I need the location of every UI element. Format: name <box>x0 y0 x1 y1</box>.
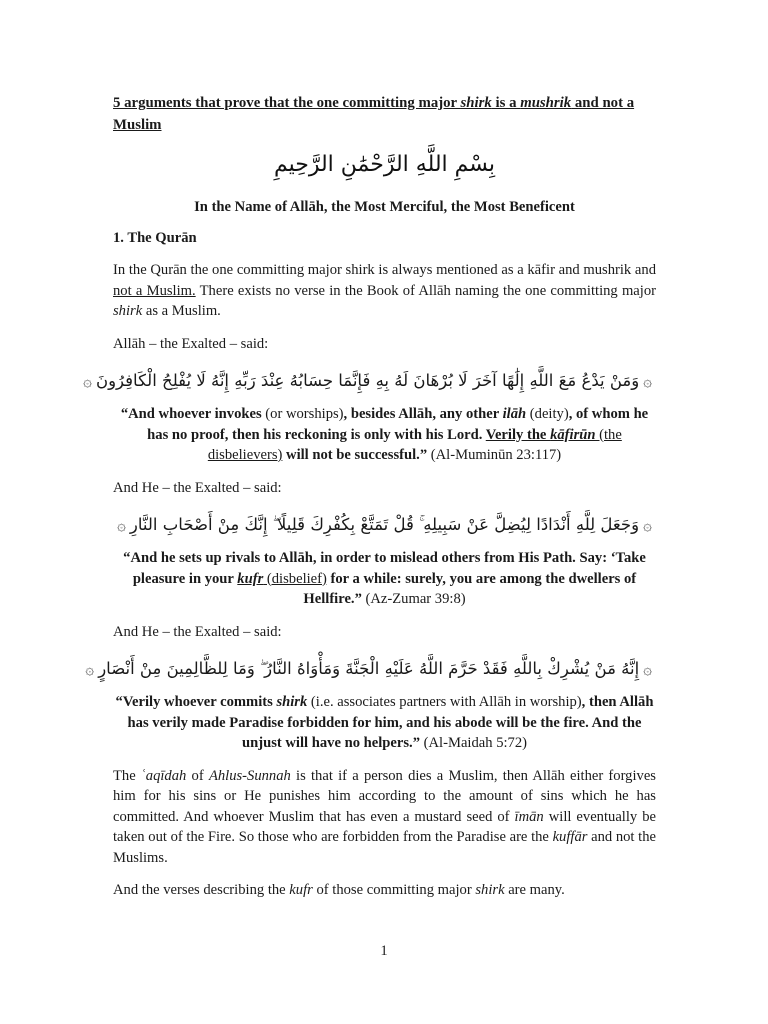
basmala-translation: In the Name of Allāh, the Most Merciful, the Most Beneficent <box>194 199 575 215</box>
verse-intro-2: And He – the Exalted – said: <box>113 479 282 496</box>
verse-arabic-1: ۞وَمَنْ يَدْعُ مَعَ اللَّهِ إِلَٰهًا آخَرَ لَا بُرْهَانَ لَهُ بِهِ فَإِنَّمَا حِسَابُهُ عِنْدَ رَبِّهِ إِنَّهُ لَا يُفْلِحُ الْكَافِرُونَ۞ <box>113 368 656 394</box>
aqidah-paragraph: The ʿaqīdah of Ahlus-Sunnah is that if a person dies a Muslim, then Allāh either forgives him for his sins or He punishes him according to the amount of sins which he has committed. And whoever Muslim that has even a mustard seed of īmān will eventually be taken out of the Fire. So those who are forbidden from the Paradise are the kuffār and not the Muslims. <box>113 767 656 866</box>
page-number: 1 <box>380 943 388 959</box>
page-content <box>83 92 656 901</box>
section-heading: 1. The Qurān <box>113 229 197 246</box>
verse-translation-1: “And whoever invokes (or worships), besides Allāh, any other ilāh (deity), of whom he has no proof, then his reckoning is only with his Lord. Verily the kāfirūn (the disbelievers) will not be successful.” (Al-Muminūn 23:117) <box>120 406 649 463</box>
verse-intro-3: And He – the Exalted – said: <box>113 623 282 640</box>
verse-arabic-3: ۞إِنَّهُ مَنْ يُشْرِكْ بِاللَّهِ فَقَدْ حَرَّمَ اللَّهُ عَلَيْهِ الْجَنَّةَ وَمَأْوَاهُ النَّارُ ۖ وَمَا لِلظَّالِمِينَ مِنْ أَنْصَارٍ۞ <box>113 656 656 682</box>
ornament-icon: ۞ <box>117 516 126 534</box>
verse-intro-1: Allāh – the Exalted – said: <box>113 335 269 352</box>
page-title: 5 arguments that prove that the one committing major shirk is a mushrik and not a Muslim <box>113 95 635 133</box>
ornament-icon: ۞ <box>83 372 92 390</box>
basmala-calligraphy: بِسْمِ اللَّهِ الرَّحْمَٰنِ الرَّحِيمِ <box>273 152 496 177</box>
verse-arabic-2: ۞وَجَعَلَ لِلَّهِ أَنْدَادًا لِيُضِلَّ عَنْ سَبِيلِهِ ۚ قُلْ تَمَتَّعْ بِكُفْرِكَ قَلِيلًا ۖ إِنَّكَ مِنْ أَصْحَابِ النَّارِ۞ <box>113 512 656 538</box>
ornament-icon: ۞ <box>643 660 652 678</box>
closing-paragraph: And the verses describing the kufr of those committing major shirk are many. <box>113 882 565 898</box>
ornament-icon: ۞ <box>643 372 652 390</box>
verse-translation-3: “Verily whoever commits shirk (i.e. associates partners with Allāh in worship), then Allāh has verily made Paradise forbidden for him, and his abode will be the fire. And the unjust will have no helpers.” (Al-Maidah 5:72) <box>115 694 654 751</box>
ornament-icon: ۞ <box>85 660 95 678</box>
intro-paragraph: In the Qurān the one committing major shirk is always mentioned as a kāfir and mushrik and not a Muslim. There exists no verse in the Book of Allāh naming the one committing major shirk as a Muslim. <box>113 262 656 319</box>
verse-translation-2: “And he sets up rivals to Allāh, in order to mislead others from His Path. Say: ‘Take pleasure in your kufr (disbelief) for a while: surely, you are among the dwellers of Hellfire.” (Az-Zumar 39:8) <box>123 550 646 607</box>
ornament-icon: ۞ <box>643 516 652 534</box>
